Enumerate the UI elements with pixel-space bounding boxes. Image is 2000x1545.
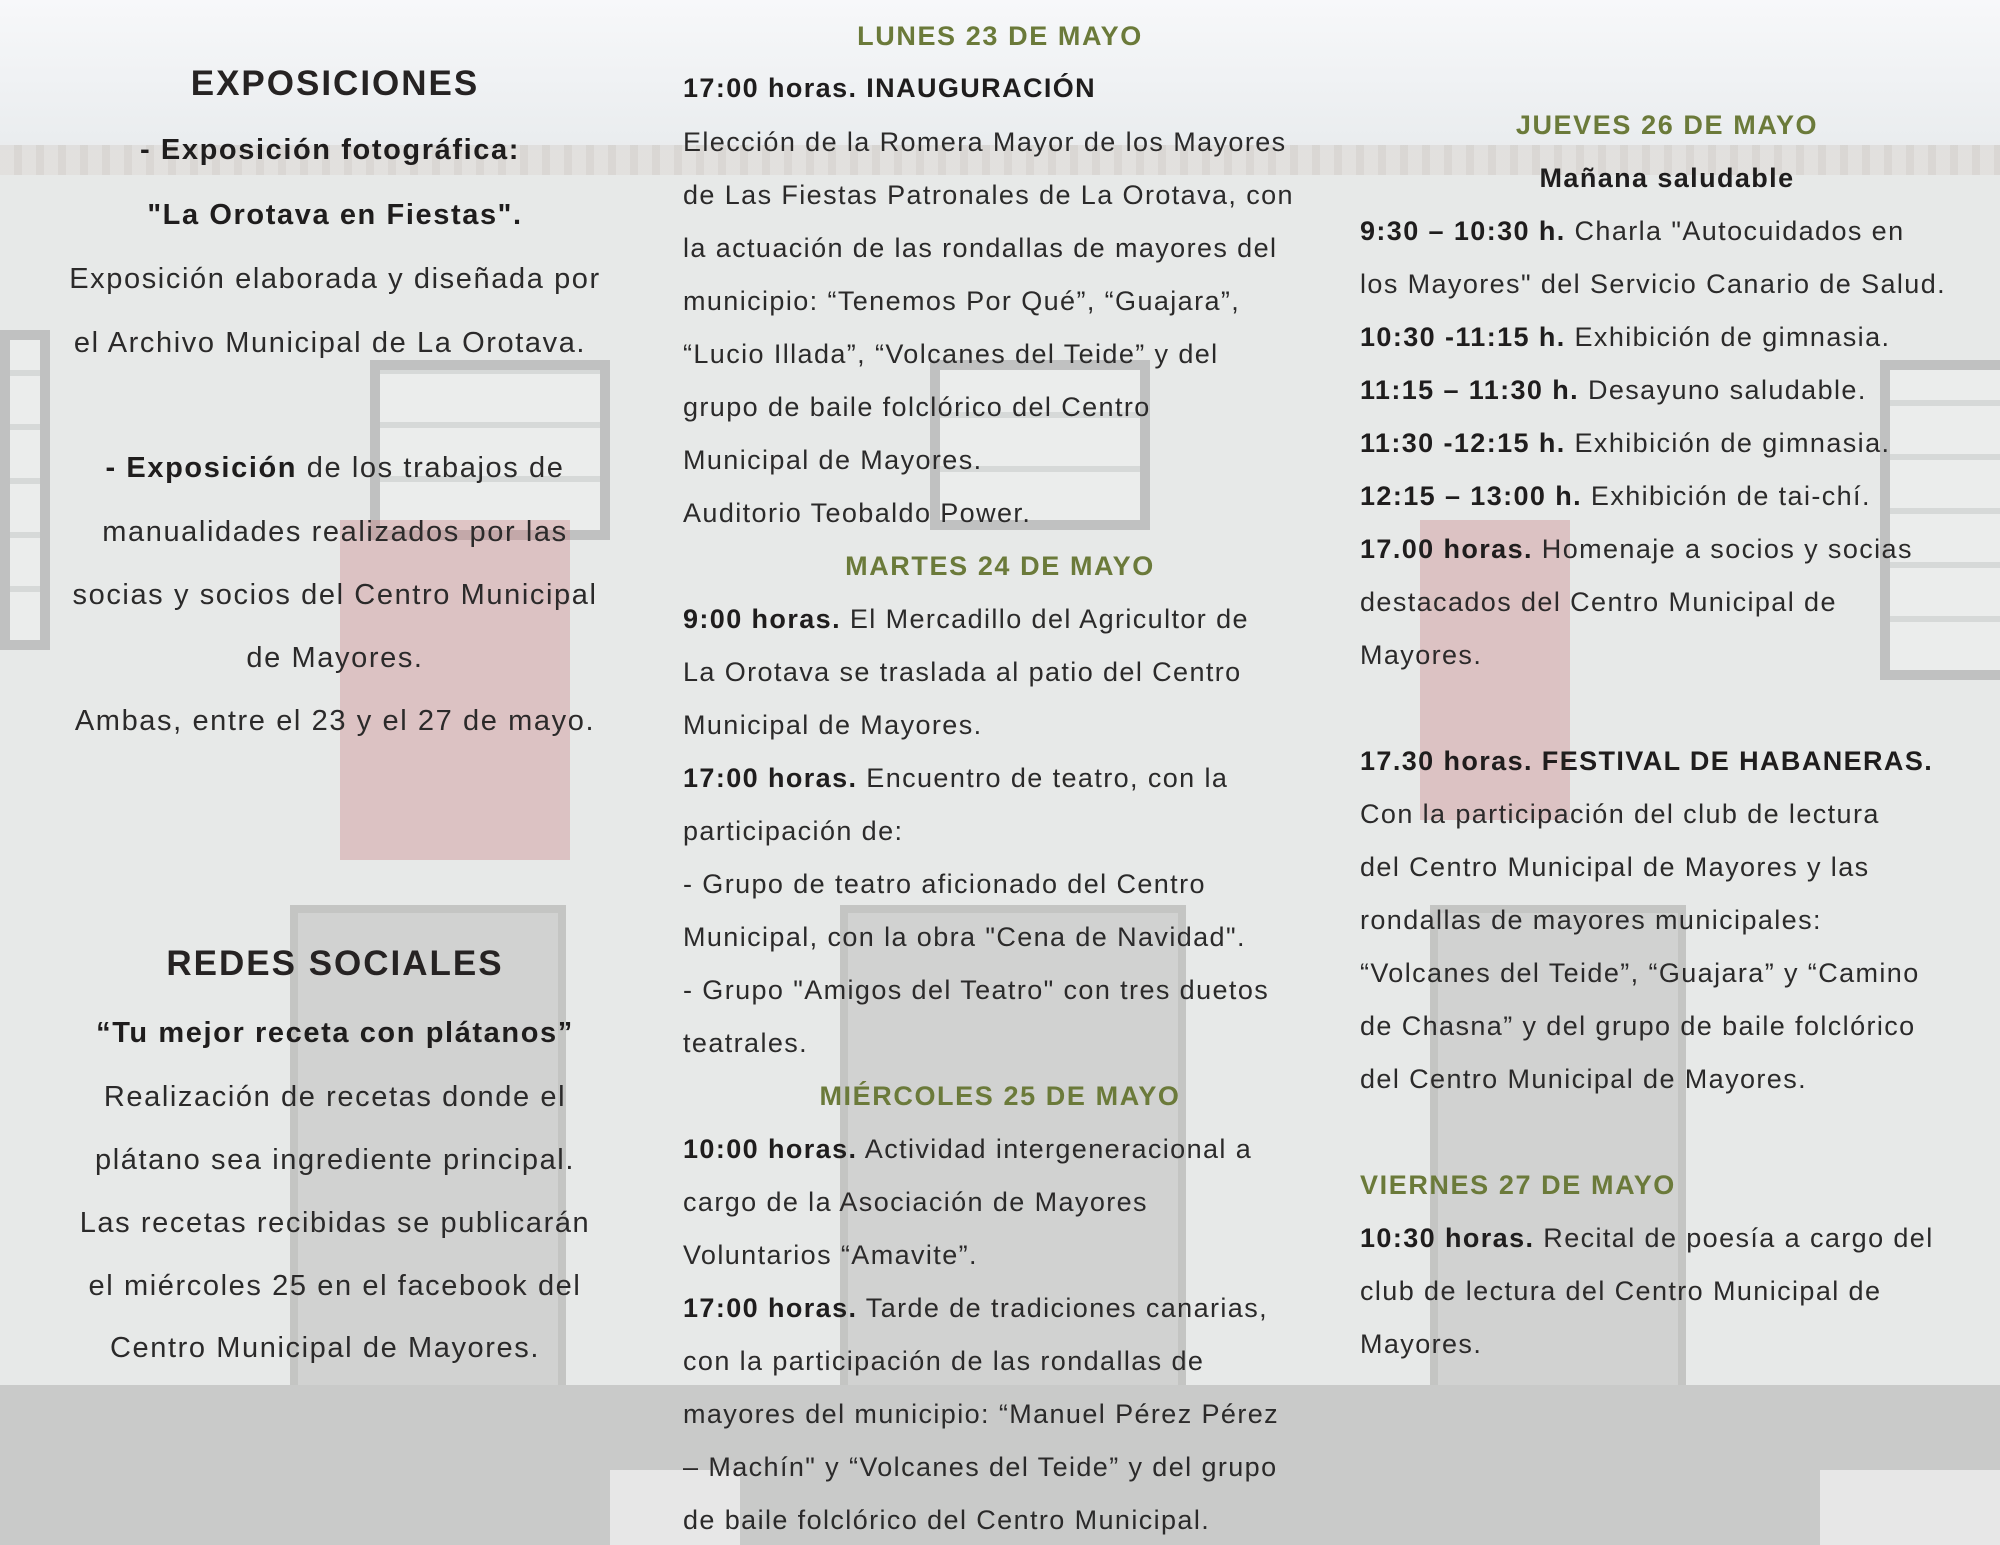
festival-desc: del Centro Municipal de Mayores y las xyxy=(1360,852,1870,882)
monday-venue: Auditorio Teobaldo Power. xyxy=(683,498,1032,528)
friday-desc: club de lectura del Centro Municipal de xyxy=(1360,1276,1882,1306)
crafts-desc: socias y socios del Centro Municipal xyxy=(72,579,598,611)
wednesday-event: 17:00 horas. Tarde de tradiciones canarias, xyxy=(683,1293,1269,1323)
friday-event: 10:30 horas. Recital de poesía a cargo del xyxy=(1360,1223,1934,1253)
thursday-event: 11:15 – 11:30 h. Desayuno saludable. xyxy=(1360,375,1867,405)
tuesday-event: 9:00 horas. El Mercadillo del Agricultor de xyxy=(683,604,1249,634)
monday-title: LUNES 23 DE MAYO xyxy=(857,21,1143,51)
wednesday-desc: Voluntarios “Amavite”. xyxy=(683,1240,978,1270)
monday-desc: Municipal de Mayores. xyxy=(683,445,983,475)
tuesday-desc: teatrales. xyxy=(683,1028,809,1058)
tuesday-event: 17:00 horas. Encuentro de teatro, con la xyxy=(683,763,1229,793)
exhibitions-title: EXPOSICIONES xyxy=(190,64,480,103)
tuesday-title: MARTES 24 DE MAYO xyxy=(845,551,1155,581)
wednesday-desc: con la participación de las rondallas de xyxy=(683,1346,1205,1376)
photo-exhibition-name: "La Orotava en Fiestas". xyxy=(147,199,523,231)
social-desc: plátano sea ingrediente principal. xyxy=(94,1144,576,1176)
monday-desc: la actuación de las rondallas de mayores del xyxy=(683,233,1278,263)
social-title: REDES SOCIALES xyxy=(166,944,504,983)
thursday-title: JUEVES 26 DE MAYO xyxy=(1515,110,1819,140)
social-desc: el miércoles 25 en el facebook del xyxy=(88,1270,582,1302)
wednesday-desc: de baile folclórico del Centro Municipal. xyxy=(683,1505,1211,1535)
festival-title: 17.30 horas. FESTIVAL DE HABANERAS. xyxy=(1360,746,1934,776)
thursday-desc: los Mayores" del Servicio Canario de Salud. xyxy=(1360,269,1947,299)
social-contest-name: “Tu mejor receta con plátanos” xyxy=(96,1017,574,1049)
festival-desc: rondallas de mayores municipales: xyxy=(1360,905,1822,935)
thursday-desc: destacados del Centro Municipal de xyxy=(1360,587,1837,617)
monday-inauguration: 17:00 horas. INAUGURACIÓN xyxy=(683,73,1097,103)
social-desc: Las recetas recibidas se publicarán xyxy=(79,1207,591,1239)
thursday-event: 17.00 horas. Homenaje a socios y socias xyxy=(1360,534,1913,564)
social-desc: Realización de recetas donde el xyxy=(103,1081,567,1113)
tuesday-desc: - Grupo de teatro aficionado del Centro xyxy=(683,869,1206,899)
festival-desc: de Chasna” y del grupo de baile folclórico xyxy=(1360,1011,1916,1041)
wednesday-desc: mayores del municipio: “Manuel Pérez Pérez xyxy=(683,1399,1280,1429)
monday-desc: Elección de la Romera Mayor de los Mayores xyxy=(683,127,1287,157)
exhibitions-dates: Ambas, entre el 23 y el 27 de mayo. xyxy=(74,705,596,737)
tuesday-desc: Municipal, con la obra "Cena de Navidad". xyxy=(683,922,1246,952)
friday-desc: Mayores. xyxy=(1360,1329,1483,1359)
monday-desc: de Las Fiestas Patronales de La Orotava, con xyxy=(683,180,1294,210)
thursday-event: 9:30 – 10:30 h. Charla "Autocuidados en xyxy=(1360,216,1905,246)
monday-desc: grupo de baile folclórico del Centro xyxy=(683,392,1151,422)
wednesday-desc: cargo de la Asociación de Mayores xyxy=(683,1187,1148,1217)
monday-desc: municipio: “Tenemos Por Qué”, “Guajara”, xyxy=(683,286,1241,316)
crafts-desc: de Mayores. xyxy=(246,642,424,674)
thursday-event: 11:30 -12:15 h. Exhibición de gimnasia. xyxy=(1360,428,1891,458)
tuesday-desc: Municipal de Mayores. xyxy=(683,710,983,740)
tuesday-desc: La Orotava se traslada al patio del Centro xyxy=(683,657,1242,687)
festival-desc: “Volcanes del Teide”, “Guajara” y “Camino xyxy=(1360,958,1920,988)
festival-desc: Con la participación del club de lectura xyxy=(1360,799,1880,829)
crafts-exhibition: - Exposición de los trabajos de xyxy=(105,452,565,484)
thursday-event: 10:30 -11:15 h. Exhibición de gimnasia. xyxy=(1360,322,1891,352)
crafts-desc: manualidades realizados por las xyxy=(102,516,568,548)
festival-desc: del Centro Municipal de Mayores. xyxy=(1360,1064,1807,1094)
photo-exhibition-desc: el Archivo Municipal de La Orotava. xyxy=(73,327,587,359)
thursday-event: 12:15 – 13:00 h. Exhibición de tai-chí. xyxy=(1360,481,1871,511)
friday-title: VIERNES 27 DE MAYO xyxy=(1360,1170,1676,1200)
thursday-subtitle: Mañana saludable xyxy=(1539,163,1795,193)
wednesday-title: MIÉRCOLES 25 DE MAYO xyxy=(819,1081,1181,1111)
wednesday-desc: – Machín" y “Volcanes del Teide” y del grupo xyxy=(683,1452,1278,1482)
photo-exhibition-desc: Exposición elaborada y diseñada por xyxy=(69,263,601,295)
tuesday-desc: - Grupo "Amigos del Teatro" con tres duetos xyxy=(683,975,1270,1005)
monday-desc: “Lucio Illada”, “Volcanes del Teide” y del xyxy=(683,339,1219,369)
thursday-desc: Mayores. xyxy=(1360,640,1483,670)
wednesday-event: 10:00 horas. Actividad intergeneracional a xyxy=(683,1134,1253,1164)
photo-exhibition-label: - Exposición fotográfica: xyxy=(140,134,520,166)
social-desc: Centro Municipal de Mayores. xyxy=(109,1332,541,1364)
tuesday-desc: participación de: xyxy=(683,816,904,846)
